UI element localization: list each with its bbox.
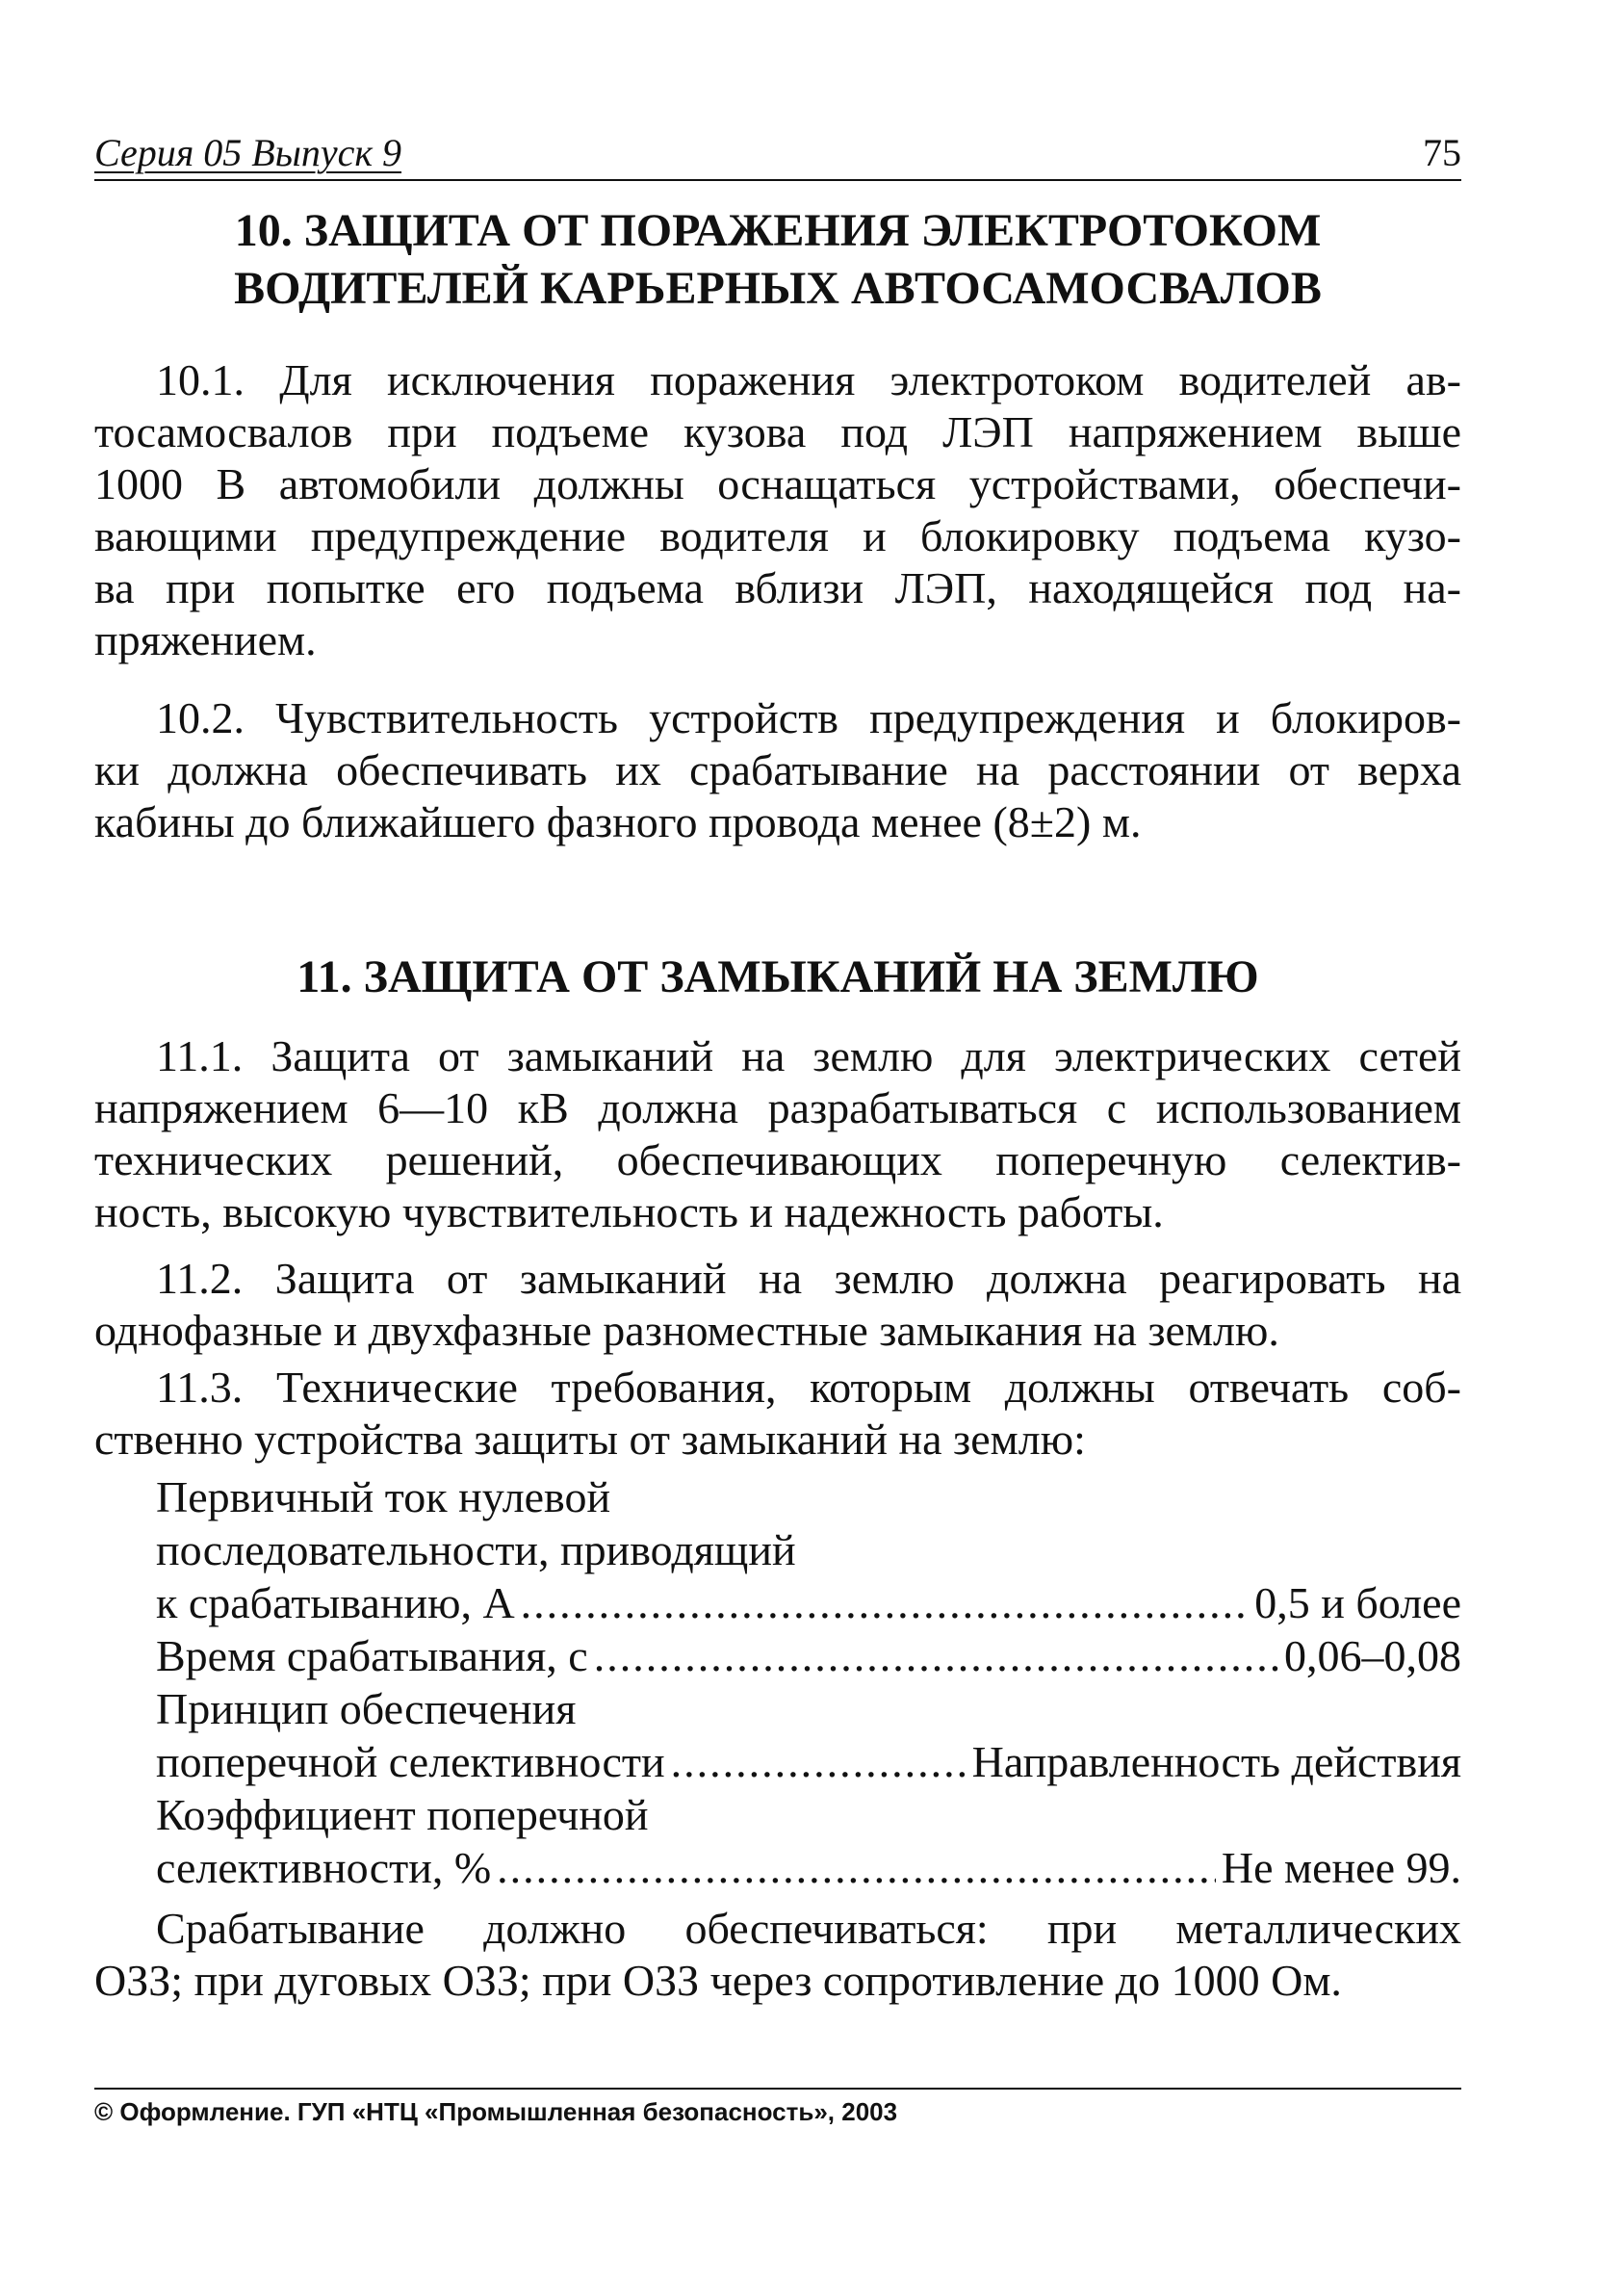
paragraph-line: ственно устройства защиты от замыканий на землю: [94, 1415, 1086, 1464]
dot-leader [671, 1735, 967, 1788]
page-number: 75 [1423, 131, 1461, 174]
paragraph-10-1 [94, 354, 1461, 666]
spec-value: 0,06–0,08 [1284, 1631, 1461, 1680]
paragraph-line: напряжением 6—10 кВ должна разрабатываться с использованием [94, 1083, 1461, 1132]
spec-label: селективности, % [156, 1843, 492, 1892]
footer-copyright: © Оформление. ГУП «НТЦ «Промышленная безопасность», 2003 [94, 2097, 898, 2126]
spec-value: 0,5 и более [1254, 1578, 1461, 1627]
paragraph-10-2 [94, 692, 1461, 848]
spec-row-primary-current [156, 1576, 1461, 1629]
spec-label: к срабатыванию, А [156, 1578, 515, 1627]
paragraph-line: Срабатывание должно обеспечиваться: при металлических [156, 1904, 1461, 1953]
paragraph-line: вающими предупреждение водителя и блокировку подъема кузо- [94, 511, 1461, 560]
dot-leader [521, 1576, 1250, 1629]
paragraph-11-2 [94, 1253, 1461, 1357]
section-11-title [94, 948, 1461, 1006]
section-10-title-line: 10. ЗАЩИТА ОТ ПОРАЖЕНИЯ ЭЛЕКТРОТОКОМ [234, 205, 1322, 256]
paragraph-line: 11.3. Технические требования, которым должны отвечать соб- [156, 1363, 1461, 1412]
paragraph-11-3 [94, 1362, 1461, 1466]
footer-divider [94, 2088, 1461, 2090]
paragraph-line: однофазные и двухфазные разноместные замыкания на землю. [94, 1306, 1279, 1355]
spec-text: Коэффициент поперечной [156, 1790, 649, 1839]
section-11-title-line: 11. ЗАЩИТА ОТ ЗАМЫКАНИЙ НА ЗЕМЛЮ [296, 951, 1259, 1002]
paragraph-line: 10.1. Для исключения поражения электротоком водителей ав- [156, 355, 1461, 404]
spec-row-selectivity-coefficient [156, 1841, 1461, 1894]
paragraph-line: пряжением. [94, 615, 317, 664]
spec-value: Не менее 99. [1221, 1843, 1461, 1892]
dot-leader [497, 1841, 1216, 1894]
paragraph-line: кабины до ближайшего фазного провода менее (8±2) м. [94, 797, 1142, 846]
paragraph-line: 11.2. Защита от замыканий на землю должна реагировать на [156, 1254, 1461, 1303]
series-label: Серия 05 Выпуск 9 [94, 131, 402, 174]
running-header [94, 125, 1461, 181]
spec-label: Время срабатывания, с [156, 1631, 588, 1680]
paragraph-line: 1000 В автомобили должны оснащаться устройствами, обеспечи- [94, 459, 1461, 508]
spec-text: Первичный ток нулевой [156, 1472, 611, 1521]
paragraph-line: ва при попытке его подъема вблизи ЛЭП, находящейся под на- [94, 563, 1461, 612]
spec-row-response-time [156, 1629, 1461, 1682]
section-10-title [94, 202, 1461, 318]
section-10-title-line: ВОДИТЕЛЕЙ КАРЬЕРНЫХ АВТОСАМОСВАЛОВ [234, 263, 1322, 314]
paragraph-line: технических решений, обеспечивающих поперечную селектив- [94, 1135, 1461, 1184]
dot-leader [594, 1629, 1278, 1682]
paragraph-11-1 [94, 1030, 1461, 1238]
paragraph-operation-conditions [94, 1903, 1461, 2007]
paragraph-line: ки должна обеспечивать их срабатывание на расстоянии от верха [94, 745, 1461, 794]
paragraph-line: ность, высокую чувствительность и надежность работы. [94, 1187, 1164, 1236]
spec-text: Принцип обеспечения [156, 1684, 577, 1733]
requirements-list [156, 1470, 1461, 1894]
paragraph-line: 10.2. Чувствительность устройств предупреждения и блокиров- [156, 693, 1461, 742]
spec-label: поперечной селективности [156, 1737, 665, 1786]
paragraph-line: ОЗЗ; при дуговых ОЗЗ; при ОЗЗ через сопротивление до 1000 Ом. [94, 1956, 1342, 2005]
spec-text: последовательности, приводящий [156, 1525, 796, 1574]
paragraph-line: 11.1. Защита от замыканий на землю для электрических сетей [156, 1031, 1461, 1080]
spec-row-selectivity-principle [156, 1735, 1461, 1788]
spec-value: Направленность действия [971, 1737, 1461, 1786]
paragraph-line: тосамосвалов при подъеме кузова под ЛЭП напряжением выше [94, 407, 1461, 456]
